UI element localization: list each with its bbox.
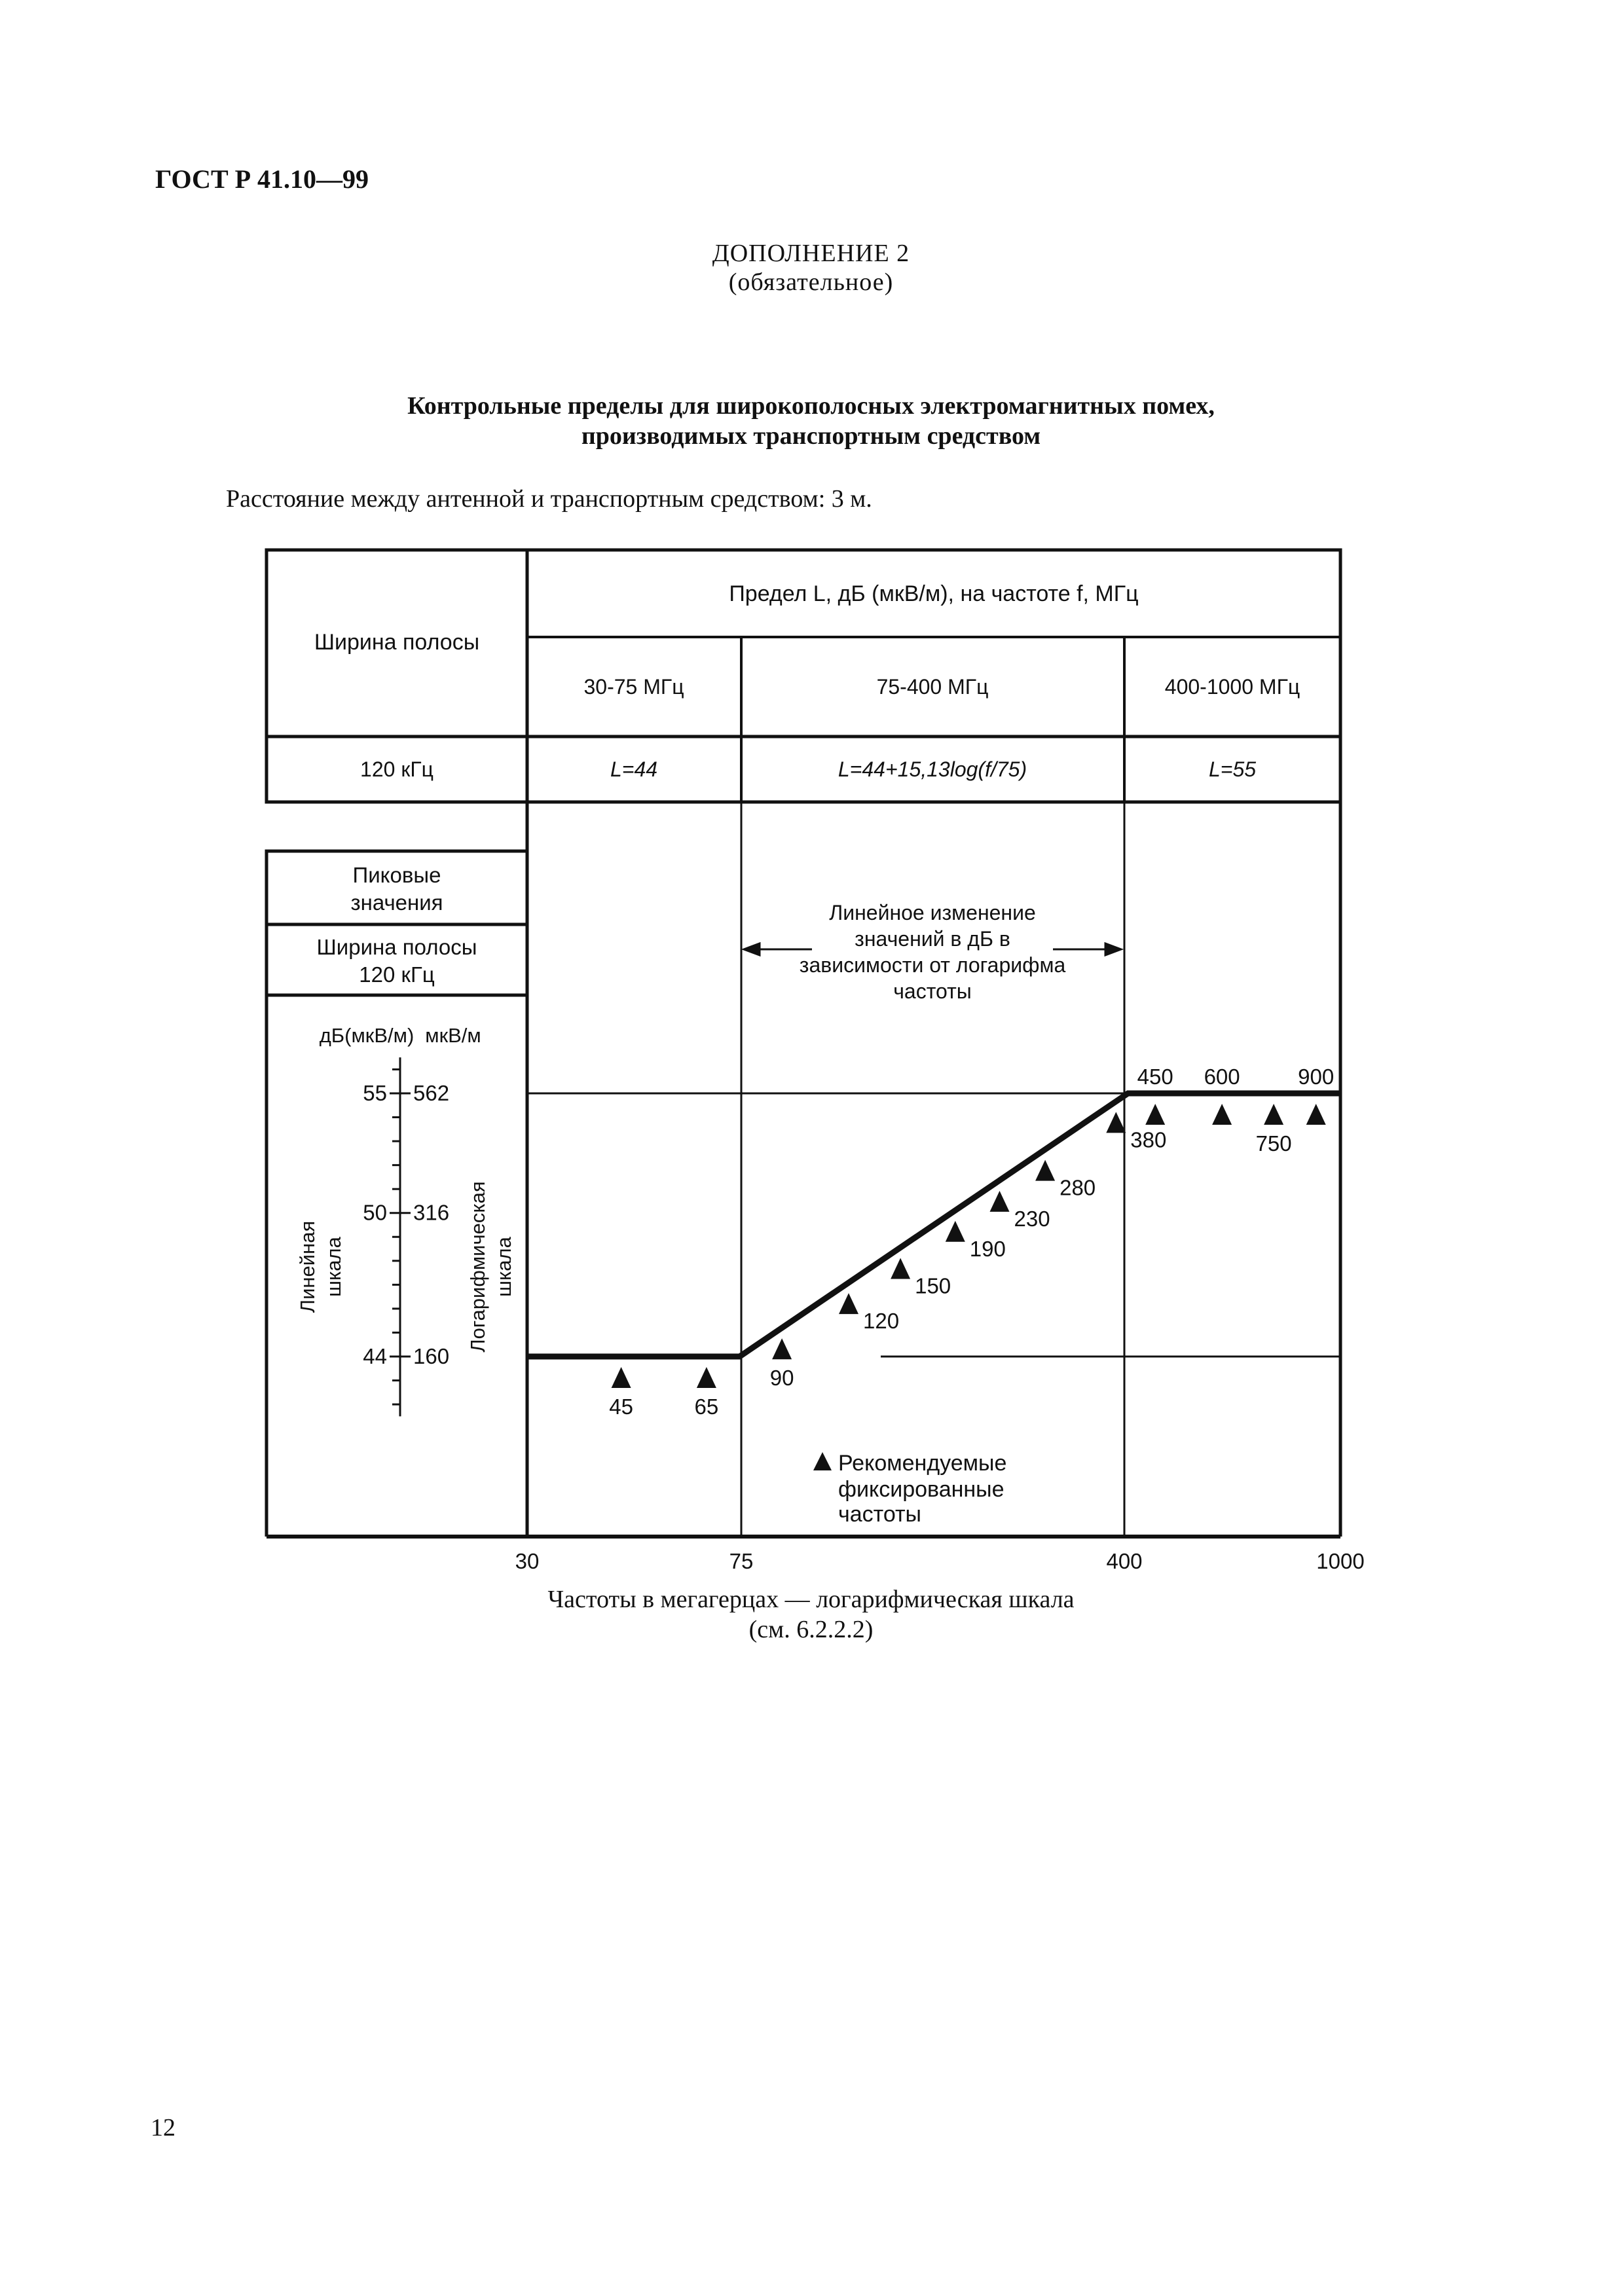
frequency-marker-label: 90 bbox=[769, 1366, 794, 1391]
frequency-marker-label: 750 bbox=[1255, 1131, 1292, 1156]
peak-label-line1: Пиковые bbox=[352, 863, 441, 887]
frequency-marker bbox=[612, 1367, 631, 1388]
formula-mid: L=44+15,13log(f/75) bbox=[838, 757, 1027, 781]
figure-title-line2: производимых транспортным средством bbox=[581, 422, 1041, 450]
frequency-marker-label: 190 bbox=[969, 1236, 1006, 1261]
bw-label-line2: 120 кГц bbox=[359, 962, 435, 987]
appendix-title: ДОПОЛНЕНИЕ 2 bbox=[712, 240, 910, 267]
frequency-marker bbox=[1212, 1104, 1232, 1125]
scale-db-label: 55 bbox=[363, 1081, 387, 1105]
bw-label-line1: Ширина полосы bbox=[316, 935, 477, 959]
legend-line1: Рекомендуемые bbox=[838, 1451, 1007, 1476]
frequency-marker bbox=[1145, 1104, 1165, 1125]
frequency-marker-label: 380 bbox=[1130, 1127, 1167, 1152]
caption-line2: (см. 6.2.2.2) bbox=[748, 1616, 874, 1643]
bandwidth-value: 120 кГц bbox=[360, 757, 433, 781]
frequency-markers bbox=[609, 1065, 1334, 1419]
frequency-marker-label: 600 bbox=[1204, 1065, 1240, 1089]
annotation-line4: частоты bbox=[893, 979, 972, 1003]
scale-uv-label: 562 bbox=[413, 1081, 450, 1105]
legend-line3: частоты bbox=[838, 1502, 921, 1527]
frequency-marker bbox=[697, 1367, 716, 1388]
frequency-marker-label: 65 bbox=[694, 1394, 719, 1419]
frequency-marker-label: 120 bbox=[863, 1309, 900, 1334]
scale-uv-label: 160 bbox=[413, 1344, 450, 1368]
scale-ruler bbox=[390, 1057, 411, 1416]
limit-line bbox=[527, 1093, 1340, 1357]
linear-scale-line1: Линейная bbox=[296, 1220, 319, 1313]
left-arrow-head bbox=[744, 943, 760, 955]
range-30-75: 30-75 МГц bbox=[583, 675, 684, 699]
x-label-30: 30 bbox=[515, 1549, 540, 1571]
appendix-subtitle: (обязательное) bbox=[728, 268, 894, 296]
page-number: 12 bbox=[151, 2114, 175, 2141]
x-label-75: 75 bbox=[729, 1549, 754, 1571]
frequency-marker-label: 450 bbox=[1137, 1065, 1173, 1089]
unit-db: дБ(мкВ/м) bbox=[319, 1024, 415, 1047]
legend-line2: фиксированные bbox=[838, 1477, 1005, 1502]
figure-caption bbox=[0, 1584, 1622, 1645]
unit-uv: мкВ/м bbox=[425, 1024, 481, 1047]
scale-uv-label: 316 bbox=[413, 1200, 450, 1225]
caption-line1: Частоты в мегагерцах — логарифмическая шкала bbox=[547, 1586, 1075, 1613]
frequency-marker bbox=[946, 1221, 965, 1242]
figure-title-line1: Контрольные пределы для широкополосных электромагнитных помех, bbox=[407, 392, 1215, 420]
frequency-marker bbox=[1035, 1160, 1055, 1181]
annotation-line1: Линейное изменение bbox=[829, 901, 1036, 924]
frequency-marker bbox=[839, 1293, 858, 1314]
right-arrow-head bbox=[1105, 943, 1121, 955]
log-scale-line2: шкала bbox=[492, 1237, 515, 1297]
formula-low: L=44 bbox=[610, 757, 658, 781]
x-label-1000: 1000 bbox=[1316, 1549, 1365, 1571]
frequency-marker bbox=[1264, 1104, 1283, 1125]
frequency-marker-label: 150 bbox=[915, 1273, 951, 1298]
distance-note: Расстояние между антенной и транспортным средством: 3 м. bbox=[226, 485, 872, 513]
annotation-line3: зависимости от логарифма bbox=[799, 953, 1066, 977]
annotation-line2: значений в дБ в bbox=[855, 927, 1010, 951]
legend-marker-icon bbox=[813, 1452, 832, 1470]
range-75-400: 75-400 МГц bbox=[876, 675, 989, 699]
frequency-marker-label: 45 bbox=[609, 1394, 633, 1419]
document-code: ГОСТ Р 41.10—99 bbox=[155, 164, 369, 194]
scale-db-label: 44 bbox=[363, 1344, 387, 1368]
scale-db-label: 50 bbox=[363, 1200, 387, 1225]
frequency-marker bbox=[891, 1258, 910, 1279]
frequency-marker-label: 900 bbox=[1298, 1065, 1335, 1089]
linear-scale-line2: шкала bbox=[322, 1237, 345, 1297]
formula-high: L=55 bbox=[1208, 757, 1257, 781]
limit-header: Предел L, дБ (мкВ/м), на частоте f, МГц bbox=[729, 581, 1139, 606]
frequency-marker-label: 280 bbox=[1060, 1175, 1096, 1200]
range-400-1000: 400-1000 МГц bbox=[1164, 675, 1300, 699]
frequency-marker-label: 230 bbox=[1014, 1206, 1050, 1231]
peak-label-line2: значения bbox=[350, 890, 443, 915]
x-label-400: 400 bbox=[1106, 1549, 1143, 1571]
frequency-marker bbox=[1106, 1112, 1126, 1133]
bandwidth-header: Ширина полосы bbox=[314, 630, 480, 655]
scale-labels bbox=[363, 1081, 449, 1368]
frequency-marker bbox=[772, 1338, 792, 1359]
frequency-marker bbox=[990, 1191, 1010, 1212]
log-scale-line1: Логарифмическая bbox=[466, 1181, 489, 1353]
frequency-marker bbox=[1306, 1104, 1326, 1125]
